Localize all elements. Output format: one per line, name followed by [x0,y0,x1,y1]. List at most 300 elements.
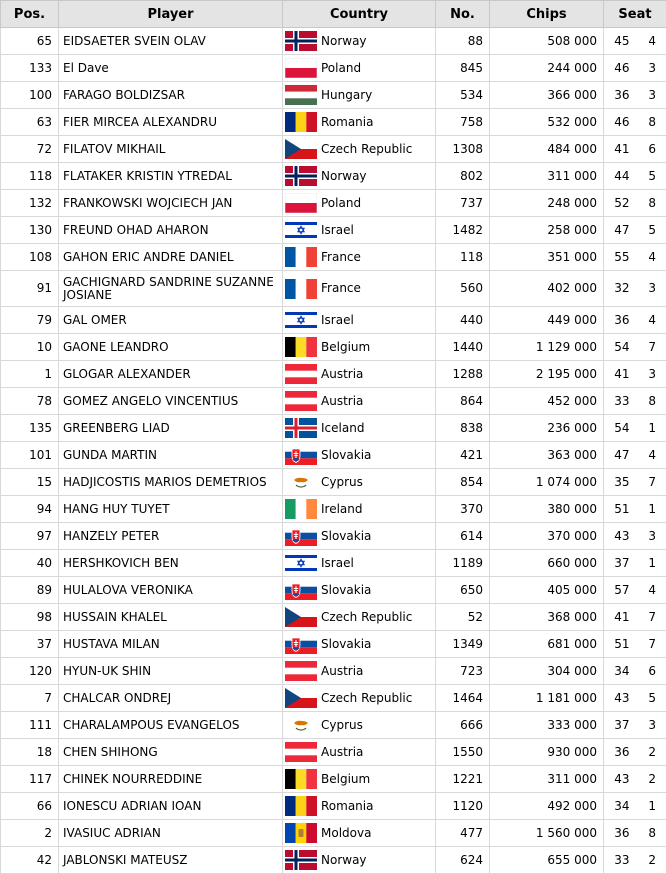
country-name: Austria [321,746,363,759]
table-row [1,28,666,55]
czech-republic-flag-icon [285,607,317,627]
norway-flag-icon [285,31,317,51]
chips-cell: 304 000 [490,658,604,685]
country-name: Belgium [321,773,370,786]
moldova-flag-icon [285,823,317,843]
country-cell [283,109,436,136]
table-number-cell: 36 [604,307,634,334]
chips-cell: 681 000 [490,631,604,658]
country-cell [283,469,436,496]
player-name-cell: HADJICOSTIS MARIOS DEMETRIOS [59,469,283,496]
table-number-cell: 35 [604,469,634,496]
chips-cell: 492 000 [490,793,604,820]
table-number-cell: 36 [604,82,634,109]
table-row [1,496,666,523]
position-cell: 118 [1,163,59,190]
position-cell: 132 [1,190,59,217]
seat-number-cell: 8 [634,109,666,136]
position-cell: 7 [1,685,59,712]
player-name-cell: HERSHKOVICH BEN [59,550,283,577]
position-cell: 10 [1,334,59,361]
player-name-cell: JABLONSKI MATEUSZ [59,847,283,874]
position-cell: 117 [1,766,59,793]
chips-cell: 363 000 [490,442,604,469]
player-number-cell: 1440 [436,334,490,361]
country-cell [283,658,436,685]
country-cell [283,820,436,847]
table-row [1,793,666,820]
header-player: Player [59,1,283,28]
player-name-cell: FREUND OHAD AHARON [59,217,283,244]
player-number-cell: 1349 [436,631,490,658]
table-number-cell: 37 [604,550,634,577]
player-number-cell: 421 [436,442,490,469]
position-cell: 63 [1,109,59,136]
table-row [1,109,666,136]
chips-cell: 380 000 [490,496,604,523]
country-cell [283,685,436,712]
seat-number-cell: 3 [634,361,666,388]
position-cell: 72 [1,136,59,163]
seat-number-cell: 6 [634,136,666,163]
table-number-cell: 47 [604,442,634,469]
player-number-cell: 1120 [436,793,490,820]
austria-flag-icon [285,364,317,384]
player-name-cell: GREENBERG LIAD [59,415,283,442]
player-name-cell: HYUN-UK SHIN [59,658,283,685]
chips-cell: 930 000 [490,739,604,766]
player-name-cell: GACHIGNARD SANDRINE SUZANNE JOSIANE [59,271,283,307]
country-name: Cyprus [321,476,363,489]
player-number-cell: 624 [436,847,490,874]
iceland-flag-icon [285,418,317,438]
austria-flag-icon [285,661,317,681]
table-number-cell: 47 [604,217,634,244]
seat-number-cell: 5 [634,163,666,190]
player-number-cell: 1482 [436,217,490,244]
country-cell [283,361,436,388]
seat-number-cell: 3 [634,82,666,109]
slovakia-flag-icon [285,580,317,600]
player-number-cell: 118 [436,244,490,271]
player-name-cell: CHALCAR ONDREJ [59,685,283,712]
country-name: Poland [321,197,361,210]
player-name-cell: GLOGAR ALEXANDER [59,361,283,388]
table-header-row [1,1,666,28]
table-number-cell: 52 [604,190,634,217]
player-number-cell: 838 [436,415,490,442]
position-cell: 133 [1,55,59,82]
table-row [1,163,666,190]
country-name: Slovakia [321,449,371,462]
player-number-cell: 1189 [436,550,490,577]
country-cell [283,496,436,523]
table-row [1,271,666,307]
table-row [1,361,666,388]
table-row [1,658,666,685]
table-row [1,631,666,658]
player-name-cell: CHEN SHIHONG [59,739,283,766]
header-seat: Seat [604,1,666,28]
position-cell: 108 [1,244,59,271]
table-row [1,604,666,631]
position-cell: 94 [1,496,59,523]
table-number-cell: 45 [604,28,634,55]
seat-number-cell: 2 [634,847,666,874]
table-number-cell: 54 [604,334,634,361]
slovakia-flag-icon [285,634,317,654]
player-name-cell: FRANKOWSKI WOJCIECH JAN [59,190,283,217]
player-number-cell: 723 [436,658,490,685]
player-number-cell: 440 [436,307,490,334]
seat-number-cell: 7 [634,631,666,658]
position-cell: 135 [1,415,59,442]
seat-number-cell: 1 [634,415,666,442]
country-cell [283,307,436,334]
player-name-cell: GAHON ERIC ANDRE DANIEL [59,244,283,271]
position-cell: 1 [1,361,59,388]
seat-number-cell: 1 [634,496,666,523]
seat-number-cell: 4 [634,442,666,469]
player-number-cell: 1288 [436,361,490,388]
france-flag-icon [285,279,317,299]
country-cell [283,631,436,658]
country-cell [283,577,436,604]
country-name: Austria [321,395,363,408]
country-cell [283,793,436,820]
austria-flag-icon [285,391,317,411]
table-row [1,847,666,874]
poland-flag-icon [285,58,317,78]
table-row [1,712,666,739]
table-row [1,244,666,271]
player-name-cell: FARAGO BOLDIZSAR [59,82,283,109]
player-number-cell: 560 [436,271,490,307]
chips-cell: 402 000 [490,271,604,307]
player-number-cell: 737 [436,190,490,217]
player-name-cell: El Dave [59,55,283,82]
slovakia-flag-icon [285,445,317,465]
player-name-cell: FIER MIRCEA ALEXANDRU [59,109,283,136]
chips-cell: 1 074 000 [490,469,604,496]
table-row [1,307,666,334]
country-name: Romania [321,800,373,813]
country-name: Ireland [321,503,363,516]
table-number-cell: 43 [604,523,634,550]
country-name: Moldova [321,827,371,840]
country-name: Norway [321,854,367,867]
norway-flag-icon [285,166,317,186]
position-cell: 89 [1,577,59,604]
table-number-cell: 33 [604,388,634,415]
table-row [1,334,666,361]
czech-republic-flag-icon [285,688,317,708]
chips-cell: 236 000 [490,415,604,442]
country-name: Poland [321,62,361,75]
chips-cell: 508 000 [490,28,604,55]
chips-cell: 311 000 [490,766,604,793]
player-number-cell: 52 [436,604,490,631]
table-row [1,190,666,217]
country-name: Israel [321,557,354,570]
czech-republic-flag-icon [285,139,317,159]
position-cell: 37 [1,631,59,658]
seat-number-cell: 3 [634,55,666,82]
country-cell [283,82,436,109]
france-flag-icon [285,247,317,267]
player-name-cell: CHINEK NOURREDDINE [59,766,283,793]
country-name: Belgium [321,341,370,354]
seat-number-cell: 2 [634,739,666,766]
position-cell: 66 [1,793,59,820]
seat-number-cell: 4 [634,28,666,55]
seat-number-cell: 3 [634,271,666,307]
chips-cell: 366 000 [490,82,604,109]
table-row [1,388,666,415]
country-cell [283,334,436,361]
table-row [1,550,666,577]
position-cell: 97 [1,523,59,550]
table-row [1,415,666,442]
player-name-cell: HULALOVA VERONIKA [59,577,283,604]
chips-cell: 655 000 [490,847,604,874]
position-cell: 18 [1,739,59,766]
chips-cell: 351 000 [490,244,604,271]
player-name-cell: GOMEZ ANGELO VINCENTIUS [59,388,283,415]
header-chips: Chips [490,1,604,28]
country-name: Czech Republic [321,692,412,705]
seat-number-cell: 5 [634,217,666,244]
chips-cell: 1 129 000 [490,334,604,361]
chips-cell: 2 195 000 [490,361,604,388]
israel-flag-icon [285,220,317,240]
player-number-cell: 1550 [436,739,490,766]
country-name: Norway [321,170,367,183]
slovakia-flag-icon [285,526,317,546]
seat-number-cell: 8 [634,190,666,217]
country-cell [283,739,436,766]
country-cell [283,847,436,874]
country-name: France [321,282,361,295]
table-number-cell: 43 [604,685,634,712]
table-number-cell: 41 [604,604,634,631]
player-number-cell: 864 [436,388,490,415]
seat-number-cell: 7 [634,469,666,496]
chips-cell: 484 000 [490,136,604,163]
country-name: Norway [321,35,367,48]
table-number-cell: 46 [604,109,634,136]
position-cell: 100 [1,82,59,109]
player-number-cell: 666 [436,712,490,739]
chips-cell: 1 560 000 [490,820,604,847]
header-no: No. [436,1,490,28]
table-row [1,136,666,163]
chips-cell: 248 000 [490,190,604,217]
country-cell [283,523,436,550]
country-cell [283,415,436,442]
chips-cell: 244 000 [490,55,604,82]
player-number-cell: 534 [436,82,490,109]
country-name: France [321,251,361,264]
seat-number-cell: 8 [634,820,666,847]
player-number-cell: 477 [436,820,490,847]
table-number-cell: 55 [604,244,634,271]
header-pos: Pos. [1,1,59,28]
player-number-cell: 88 [436,28,490,55]
player-number-cell: 614 [436,523,490,550]
country-name: Iceland [321,422,364,435]
country-cell [283,55,436,82]
player-number-cell: 1221 [436,766,490,793]
seat-number-cell: 3 [634,712,666,739]
seat-number-cell: 6 [634,658,666,685]
table-number-cell: 54 [604,415,634,442]
table-number-cell: 36 [604,820,634,847]
table-number-cell: 41 [604,136,634,163]
seat-number-cell: 3 [634,523,666,550]
chips-cell: 370 000 [490,523,604,550]
country-cell [283,244,436,271]
table-row [1,523,666,550]
country-cell [283,136,436,163]
country-name: Czech Republic [321,143,412,156]
country-cell [283,190,436,217]
chips-cell: 449 000 [490,307,604,334]
country-name: Slovakia [321,530,371,543]
table-number-cell: 43 [604,766,634,793]
player-name-cell: FILATOV MIKHAIL [59,136,283,163]
country-name: Austria [321,665,363,678]
table-number-cell: 36 [604,739,634,766]
country-name: Romania [321,116,373,129]
country-cell [283,217,436,244]
chips-cell: 1 181 000 [490,685,604,712]
belgium-flag-icon [285,337,317,357]
player-number-cell: 1464 [436,685,490,712]
player-name-cell: IONESCU ADRIAN IOAN [59,793,283,820]
player-number-cell: 854 [436,469,490,496]
chips-cell: 532 000 [490,109,604,136]
hungary-flag-icon [285,85,317,105]
player-name-cell: HANZELY PETER [59,523,283,550]
position-cell: 78 [1,388,59,415]
country-name: Austria [321,368,363,381]
player-number-cell: 845 [436,55,490,82]
position-cell: 130 [1,217,59,244]
table-row [1,577,666,604]
table-number-cell: 34 [604,793,634,820]
country-cell [283,604,436,631]
position-cell: 15 [1,469,59,496]
table-number-cell: 51 [604,496,634,523]
position-cell: 91 [1,271,59,307]
table-row [1,739,666,766]
player-name-cell: HANG HUY TUYET [59,496,283,523]
country-name: Slovakia [321,638,371,651]
seat-number-cell: 8 [634,388,666,415]
belgium-flag-icon [285,769,317,789]
country-name: Cyprus [321,719,363,732]
chips-cell: 368 000 [490,604,604,631]
cyprus-flag-icon [285,472,317,492]
norway-flag-icon [285,850,317,870]
table-row [1,685,666,712]
player-name-cell: EIDSAETER SVEIN OLAV [59,28,283,55]
chips-cell: 333 000 [490,712,604,739]
seat-number-cell: 4 [634,244,666,271]
table-row [1,469,666,496]
position-cell: 79 [1,307,59,334]
poland-flag-icon [285,193,317,213]
player-number-cell: 758 [436,109,490,136]
seat-number-cell: 1 [634,793,666,820]
chips-cell: 660 000 [490,550,604,577]
table-number-cell: 44 [604,163,634,190]
position-cell: 65 [1,28,59,55]
table-number-cell: 46 [604,55,634,82]
table-number-cell: 33 [604,847,634,874]
table-number-cell: 57 [604,577,634,604]
romania-flag-icon [285,796,317,816]
player-number-cell: 370 [436,496,490,523]
country-name: Slovakia [321,584,371,597]
player-name-cell: CHARALAMPOUS EVANGELOS [59,712,283,739]
country-name: Hungary [321,89,372,102]
country-cell [283,271,436,307]
player-name-cell: GUNDA MARTIN [59,442,283,469]
player-number-cell: 802 [436,163,490,190]
seat-number-cell: 7 [634,604,666,631]
chips-cell: 452 000 [490,388,604,415]
ireland-flag-icon [285,499,317,519]
table-number-cell: 37 [604,712,634,739]
table-row [1,217,666,244]
country-name: Israel [321,224,354,237]
player-name-cell: GAONE LEANDRO [59,334,283,361]
position-cell: 111 [1,712,59,739]
player-name-cell: HUSSAIN KHALEL [59,604,283,631]
table-row [1,820,666,847]
table-number-cell: 41 [604,361,634,388]
position-cell: 40 [1,550,59,577]
country-cell [283,712,436,739]
country-name: Israel [321,314,354,327]
seat-number-cell: 5 [634,685,666,712]
table-number-cell: 34 [604,658,634,685]
position-cell: 101 [1,442,59,469]
player-name-cell: IVASIUC ADRIAN [59,820,283,847]
country-name: Czech Republic [321,611,412,624]
cyprus-flag-icon [285,715,317,735]
country-cell [283,442,436,469]
table-row [1,55,666,82]
player-name-cell: FLATAKER KRISTIN YTREDAL [59,163,283,190]
position-cell: 98 [1,604,59,631]
position-cell: 120 [1,658,59,685]
player-name-cell: HUSTAVA MILAN [59,631,283,658]
player-number-cell: 650 [436,577,490,604]
position-cell: 42 [1,847,59,874]
country-cell [283,550,436,577]
table-number-cell: 32 [604,271,634,307]
seat-number-cell: 4 [634,577,666,604]
israel-flag-icon [285,310,317,330]
romania-flag-icon [285,112,317,132]
table-row [1,82,666,109]
country-cell [283,388,436,415]
player-name-cell: GAL OMER [59,307,283,334]
table-number-cell: 51 [604,631,634,658]
